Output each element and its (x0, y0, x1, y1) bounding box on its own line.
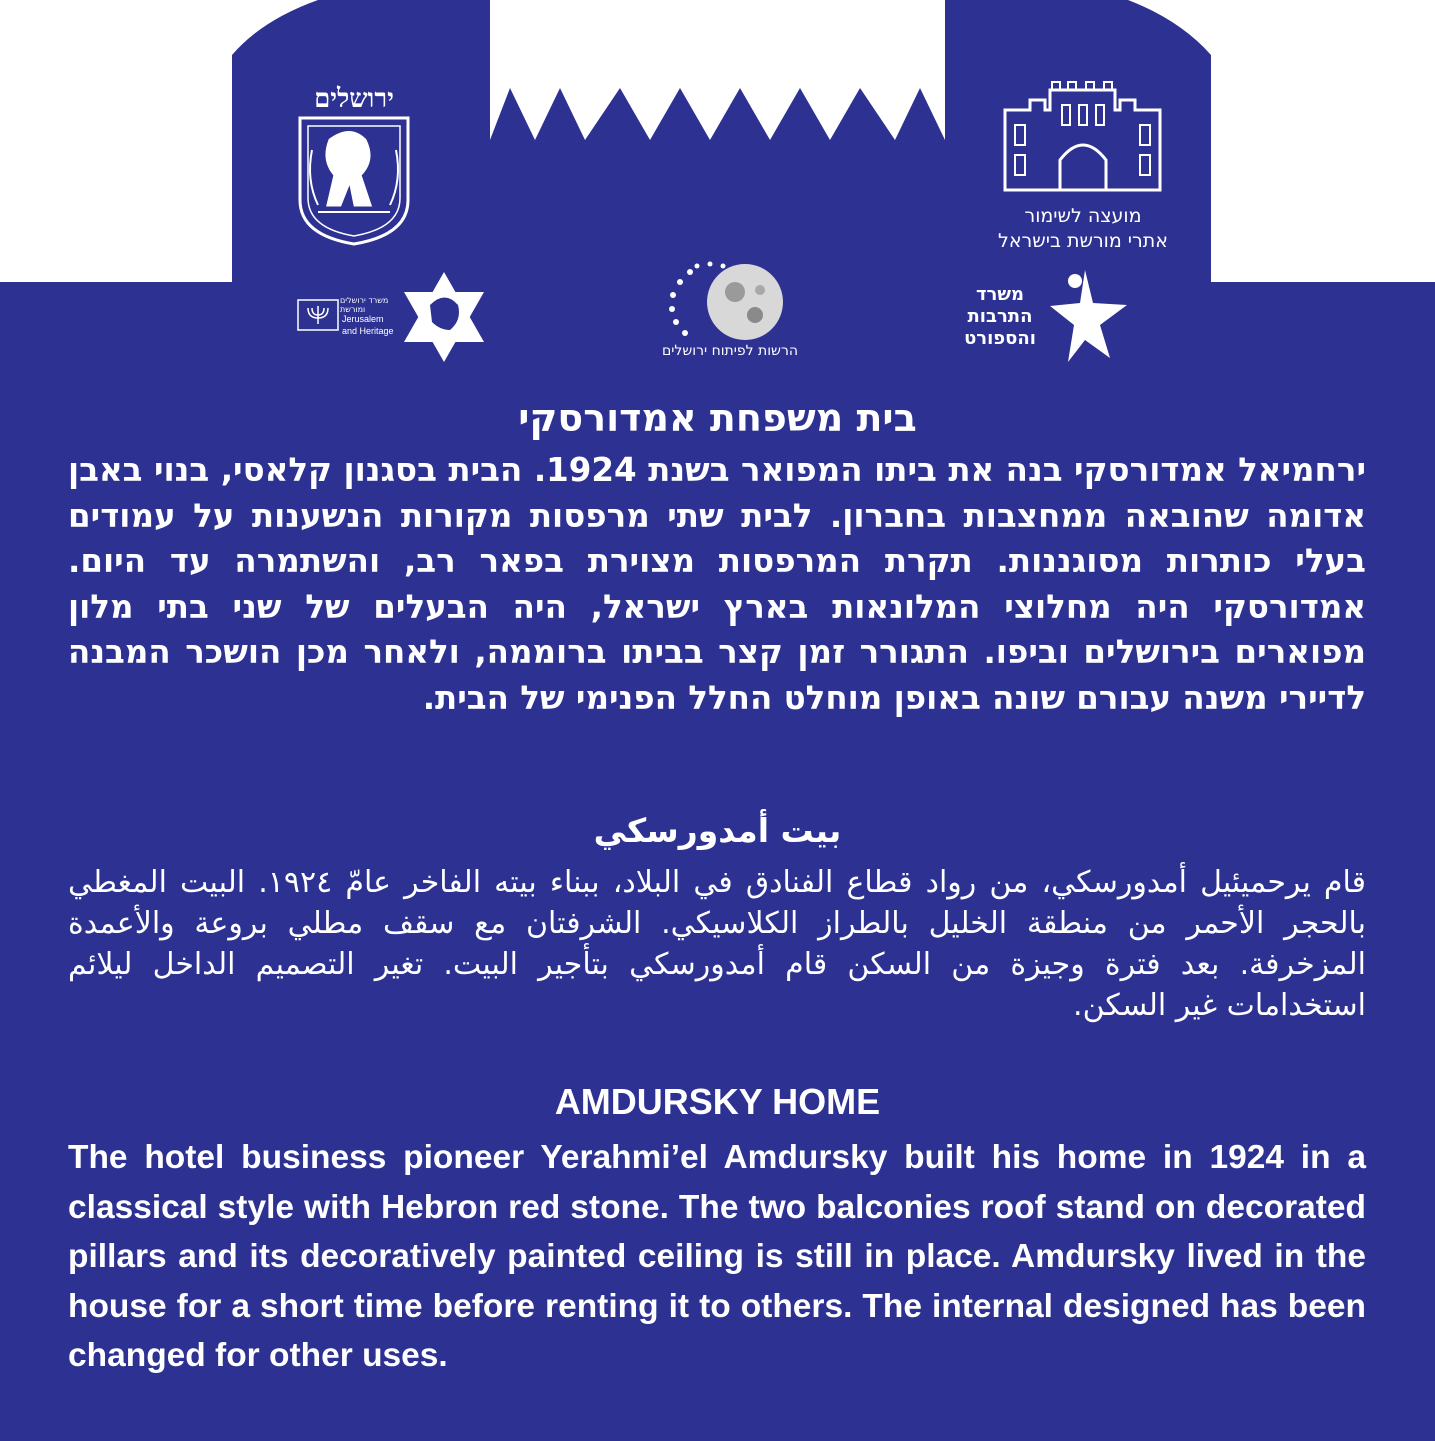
jerusalem-logo-name: ירושלים (314, 84, 394, 114)
hebrew-title: בית משפחת אמדורסקי (518, 396, 917, 440)
arabic-title: بيت أمدورسكي (593, 811, 842, 850)
heritage-council-line1: מועצה לשימור (1024, 205, 1142, 227)
ministry-culture-line2: התרבות (967, 306, 1033, 327)
heritage-council-line2: אתרי מורשת בישראל (998, 230, 1168, 252)
ministry-jerusalem-english1: Jerusalem (342, 314, 384, 324)
development-authority-caption: הרשות לפיתוח ירושלים (661, 343, 799, 359)
ministry-culture-line3: והספורט (964, 328, 1036, 349)
english-title: AMDURSKY HOME (554, 1081, 881, 1122)
ministry-jerusalem-english2: and Heritage (342, 326, 394, 336)
english-body: The hotel business pioneer Yerahmi’el Amdursky built his home in 1924 in a classical style with Hebron red stone. The two balconies roof stand on decorated pillars and its decoratively painted ceiling is still in place. Amdursky lived in the house for a short time before renting it to others. The internal designed has been changed for other uses. (68, 1139, 1366, 1374)
ministry-culture-line1: משרד (975, 284, 1025, 305)
arabic-body: قام يرحميئيل أمدورسكي، من رواد قطاع الفنادق في البلاد، ببناء بيته الفاخر عامّ ١٩٢٤. البيت المغطي بالحجر الأحمر من منطقة الخليل بالطراز الكلاسيكي. الشرفتان مع سقف مطلي بروعة والأعمدة المزخرفة. بعد فترة وجيزة من السكن قام أمدورسكي بتأجير البيت. تغير التصميم الداخل ليلائم استخدامات غير السكن. (68, 865, 1366, 1023)
ministry-jerusalem-hebrew: משרד ירושלים ומורשת (340, 296, 389, 314)
hebrew-body: ירחמיאל אמדורסקי בנה את ביתו המפואר בשנת 1924. הבית בסגנון קלאסי, בנוי באבן אדומה שהובאה ממחצבות בחברון. לבית שתי מרפסות מקורות הנשענות על עמודים בעלי כותרות מסוגננות. תקרת המרפסות מצוירת בפאר רב, והשתמרה עד היום. אמדורסקי היה מחלוצי המלונאות בארץ ישראל, היה הבעלים של שני בתי מלון מפוארים בירושלים וביפו. התגורר זמן קצר בביתו ברוממה, ולאחר מכן הושכר המבנה לדיירי משנה עבורם שונה באופן מוחלט החלל הפנימי של הבית. (68, 451, 1367, 717)
